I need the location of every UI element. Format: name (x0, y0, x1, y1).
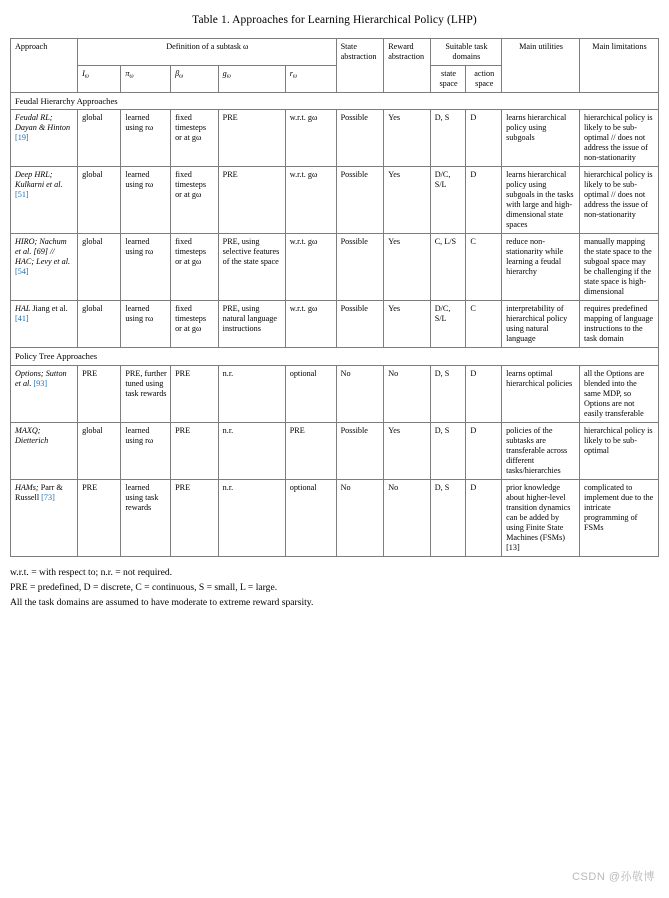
cell-state-abstraction: Possible (336, 422, 384, 479)
cell-state-abstraction: Possible (336, 234, 384, 301)
cell-state-space: D, S (430, 365, 466, 422)
cell-policy: learned using rω (121, 110, 171, 167)
cell-limitations: complicated to implement due to the intricate programming of FSMs (579, 479, 658, 556)
cell-policy: PRE, further tuned using task rewards (121, 365, 171, 422)
cell-action-space: C (466, 301, 502, 348)
approach-cell: Deep HRL; Kulkarni et al. [51] (11, 167, 78, 234)
cell-subreward: w.r.t. gω (285, 301, 336, 348)
citation-ref[interactable]: [41] (15, 314, 29, 324)
cell-subgoal: n.r. (218, 422, 285, 479)
cell-limitations: hierarchical policy is likely to be sub-optimal // does not address the issue of non-stationarity (579, 167, 658, 234)
cell-subreward: w.r.t. gω (285, 110, 336, 167)
cell-utilities: reduce non-stationarity while learning a feudal hierarchy (502, 234, 580, 301)
cell-reward-abstraction: No (384, 479, 431, 556)
cell-subgoal: PRE, using selective features of the state space (218, 234, 285, 301)
cell-action-space: D (466, 167, 502, 234)
cell-policy: learned using rω (121, 422, 171, 479)
cell-state-abstraction: No (336, 479, 384, 556)
table-row (11, 422, 659, 479)
citation-ref[interactable]: [93] (33, 378, 48, 388)
table-row (11, 234, 659, 301)
cell-state-abstraction: Possible (336, 301, 384, 348)
section-header-policy-tree: Policy Tree Approaches (11, 348, 659, 365)
cell-utilities: learns optimal hierarchical policies (502, 365, 580, 422)
cell-initiation: PRE (78, 365, 121, 422)
cell-utilities: learns hierarchical policy using subgoals in the tasks with large and high-dimensional state spaces (502, 167, 580, 234)
table-row (11, 110, 659, 167)
cell-state-space: D, S (430, 422, 466, 479)
cell-limitations: all the Options are blended into the same MDP, so Options are not easily transferable (579, 365, 658, 422)
cell-termination: fixed timesteps or at gω (171, 167, 219, 234)
approach-cell: HAL Jiang et al. [41] (11, 301, 78, 348)
watermark (572, 868, 655, 884)
header-subreward: $r_\omega$ (285, 66, 336, 93)
note-line-3: All the task domains are assumed to have moderate to extreme reward sparsity. (10, 596, 314, 608)
header-definition-group: Definition of a subtask ω (78, 39, 337, 66)
table-notes (10, 557, 659, 611)
cell-action-space: D (466, 422, 502, 479)
cell-reward-abstraction: Yes (384, 110, 431, 167)
header-policy: $\pi_\omega$ (121, 66, 171, 93)
cell-termination: PRE (171, 365, 219, 422)
cell-initiation: PRE (78, 479, 121, 556)
cell-subgoal: PRE (218, 110, 285, 167)
cell-action-space: C (466, 234, 502, 301)
cell-subgoal: PRE, using natural language instructions (218, 301, 285, 348)
citation-ref[interactable]: [51] (15, 190, 29, 200)
cell-limitations: requires predefined mapping of language instructions to the task domain (579, 301, 658, 348)
cell-subgoal: PRE (218, 167, 285, 234)
cell-reward-abstraction: Yes (384, 234, 431, 301)
cell-policy: learned using rω (121, 301, 171, 348)
cell-termination: fixed timesteps or at gω (171, 234, 219, 301)
header-termination: $\beta_\omega$ (171, 66, 219, 93)
table-row (11, 479, 659, 556)
table-row (11, 365, 659, 422)
approach-cell: Options; Sutton et al. [93] (11, 365, 78, 422)
cell-utilities: policies of the subtasks are transferable across different tasks/hierarchies (502, 422, 580, 479)
cell-initiation: global (78, 110, 121, 167)
citation-ref[interactable]: [73] (41, 492, 55, 502)
header-main-utilities: Main utilities (502, 39, 580, 93)
cell-termination: PRE (171, 422, 219, 479)
cell-subgoal: n.r. (218, 365, 285, 422)
cell-state-abstraction: Possible (336, 167, 384, 234)
table-caption: Table 1. Approaches for Learning Hierarchical Policy (LHP) (192, 14, 477, 26)
cell-limitations: hierarchical policy is likely to be sub-optimal (579, 422, 658, 479)
note-line-2: PRE = predefined, D = discrete, C = continuous, S = small, L = large. (10, 581, 278, 593)
header-suitable-task-domains: Suitable task domains (430, 39, 501, 66)
header-reward-abstraction: Reward abstraction (384, 39, 431, 93)
cell-termination: fixed timesteps or at gω (171, 110, 219, 167)
watermark-text: CSDN @孙敬博 (572, 871, 655, 883)
lhp-table (10, 38, 659, 557)
header-action-space: action space (466, 66, 502, 93)
header-initiation-set: $I_\omega$ (78, 66, 121, 93)
citation-ref[interactable]: [54] (15, 267, 29, 277)
cell-subreward: PRE (285, 422, 336, 479)
cell-action-space: D (466, 365, 502, 422)
table-header-row (11, 39, 659, 66)
approach-cell: MAXQ; Dietterich (11, 422, 78, 479)
cell-termination: fixed timesteps or at gω (171, 301, 219, 348)
citation-ref[interactable]: [19] (15, 133, 29, 143)
cell-policy: learned using task rewards (121, 479, 171, 556)
table-row (11, 167, 659, 234)
cell-action-space: D (466, 479, 502, 556)
cell-subreward: w.r.t. gω (285, 234, 336, 301)
cell-subreward: w.r.t. gω (285, 167, 336, 234)
cell-subreward: optional (285, 479, 336, 556)
header-subgoal: $g_\omega$ (218, 66, 285, 93)
cell-utilities: learns hierarchical policy using subgoals (502, 110, 580, 167)
cell-policy: learned using rω (121, 234, 171, 301)
header-state-abstraction: State abstraction (336, 39, 384, 93)
cell-subgoal: n.r. (218, 479, 285, 556)
cell-state-abstraction: No (336, 365, 384, 422)
cell-utilities: interpretability of hierarchical policy using natural language (502, 301, 580, 348)
cell-policy: learned using rω (121, 167, 171, 234)
header-state-space: state space (430, 66, 466, 93)
cell-state-space: C, L/S (430, 234, 466, 301)
cell-limitations: manually mapping the state space to the subgoal space may be challenging if the state space is high-dimensional (579, 234, 658, 301)
cell-limitations: hierarchical policy is likely to be sub-optimal // does not address the issue of non-stationarity (579, 110, 658, 167)
cell-action-space: D (466, 110, 502, 167)
section-header-feudal: Feudal Hierarchy Approaches (11, 93, 659, 110)
approach-cell: HIRO; Nachum et al. [69] // HAC; Levy et al. [54] (11, 234, 78, 301)
table-row (11, 301, 659, 348)
header-main-limitations: Main limitations (579, 39, 658, 93)
cell-initiation: global (78, 422, 121, 479)
cell-initiation: global (78, 301, 121, 348)
cell-initiation: global (78, 167, 121, 234)
note-line-1: w.r.t. = with respect to; n.r. = not required. (10, 566, 173, 578)
header-approach: Approach (11, 39, 78, 93)
cell-utilities: prior knowledge about higher-level transition dynamics can be added by using Finite State Machines (FSMs) [13] (502, 479, 580, 556)
cell-termination: PRE (171, 479, 219, 556)
cell-state-space: D/C, S/L (430, 167, 466, 234)
cell-reward-abstraction: Yes (384, 422, 431, 479)
cell-reward-abstraction: No (384, 365, 431, 422)
approach-cell: HAMs; Parr & Russell [73] (11, 479, 78, 556)
cell-state-abstraction: Possible (336, 110, 384, 167)
cell-state-space: D, S (430, 479, 466, 556)
cell-subreward: optional (285, 365, 336, 422)
cell-state-space: D/C, S/L (430, 301, 466, 348)
cell-state-space: D, S (430, 110, 466, 167)
approach-cell: Feudal RL; Dayan & Hinton [19] (11, 110, 78, 167)
cell-initiation: global (78, 234, 121, 301)
cell-reward-abstraction: Yes (384, 167, 431, 234)
cell-reward-abstraction: Yes (384, 301, 431, 348)
